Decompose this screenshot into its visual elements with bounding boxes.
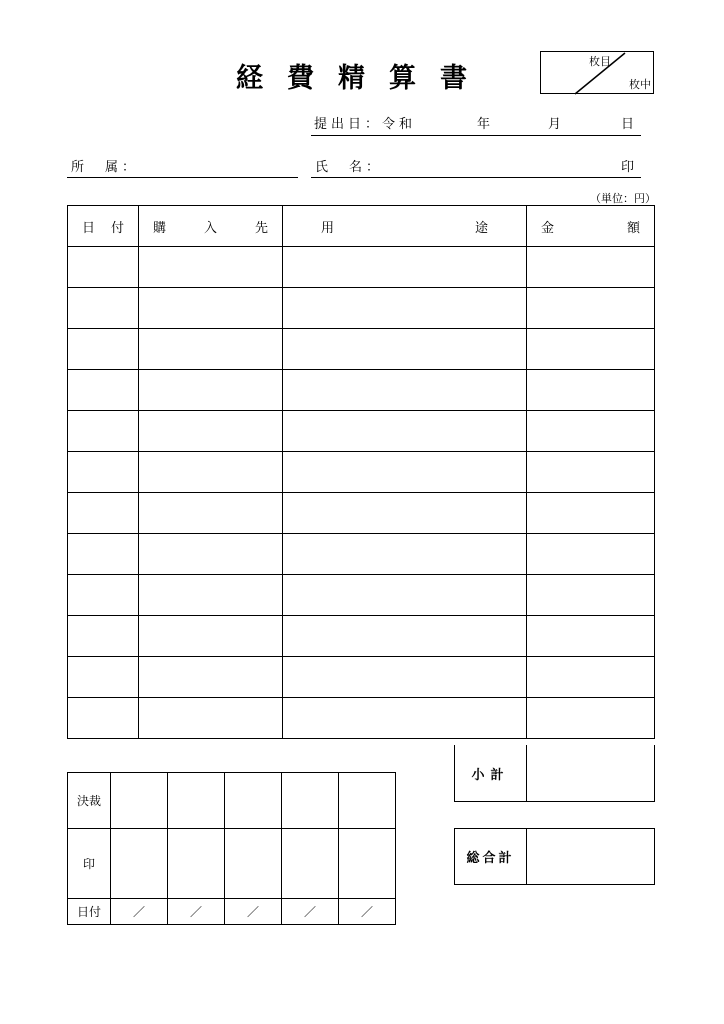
- cell-amount[interactable]: [527, 411, 655, 452]
- submission-date-label: 提出日：令和: [314, 117, 417, 132]
- cell-date[interactable]: [68, 411, 139, 452]
- cell-amount[interactable]: [527, 657, 655, 698]
- seal-cell[interactable]: [282, 829, 339, 899]
- approval-cell[interactable]: [111, 773, 168, 829]
- header-amount: 金 額: [527, 206, 655, 247]
- cell-amount[interactable]: [527, 288, 655, 329]
- approval-cell[interactable]: [339, 773, 396, 829]
- table-row: [68, 534, 655, 575]
- expense-table: [67, 205, 655, 739]
- sheet-number-box: [540, 51, 654, 94]
- cell-amount[interactable]: [527, 247, 655, 288]
- cell-amount[interactable]: [527, 534, 655, 575]
- cell-date[interactable]: [68, 288, 139, 329]
- unit-label: （単位：円）: [590, 192, 656, 205]
- cell-date[interactable]: [68, 534, 139, 575]
- cell-purpose[interactable]: [283, 698, 527, 739]
- cell-amount[interactable]: [527, 575, 655, 616]
- cell-date[interactable]: [68, 575, 139, 616]
- cell-vendor[interactable]: [139, 698, 283, 739]
- table-row: [68, 247, 655, 288]
- cell-date[interactable]: [68, 452, 139, 493]
- cell-date[interactable]: [68, 247, 139, 288]
- grand-total-label: 総合計: [455, 829, 527, 884]
- cell-purpose[interactable]: [283, 493, 527, 534]
- table-header-row: [68, 206, 655, 247]
- sheet-current-label: 枚目: [589, 55, 611, 68]
- cell-date[interactable]: [68, 616, 139, 657]
- affiliation-field[interactable]: [67, 152, 298, 178]
- seal-cell[interactable]: [168, 829, 225, 899]
- cell-vendor[interactable]: [139, 247, 283, 288]
- approval-cell[interactable]: [168, 773, 225, 829]
- table-row: [68, 575, 655, 616]
- cell-amount[interactable]: [527, 616, 655, 657]
- table-row: [68, 329, 655, 370]
- table-row: [68, 698, 655, 739]
- cell-amount[interactable]: [527, 452, 655, 493]
- approval-date-cell[interactable]: ／: [168, 899, 225, 925]
- cell-vendor[interactable]: [139, 575, 283, 616]
- cell-date[interactable]: [68, 370, 139, 411]
- approval-date-cell[interactable]: ／: [282, 899, 339, 925]
- seal-cell[interactable]: [339, 829, 396, 899]
- seal-label: 印: [621, 160, 639, 175]
- submission-date-field[interactable]: [311, 110, 641, 136]
- cell-vendor[interactable]: [139, 616, 283, 657]
- table-row: [68, 370, 655, 411]
- approval-date-cell[interactable]: ／: [225, 899, 282, 925]
- seal-row: [68, 829, 396, 899]
- cell-amount[interactable]: [527, 493, 655, 534]
- cell-purpose[interactable]: [283, 575, 527, 616]
- approval-label: 決裁: [68, 773, 111, 829]
- cell-purpose[interactable]: [283, 247, 527, 288]
- day-label: 日: [621, 117, 639, 132]
- table-row: [68, 616, 655, 657]
- cell-amount[interactable]: [527, 329, 655, 370]
- cell-vendor[interactable]: [139, 370, 283, 411]
- grand-total-value-cell[interactable]: [527, 829, 654, 884]
- cell-amount[interactable]: [527, 370, 655, 411]
- approval-row: [68, 773, 396, 829]
- cell-amount[interactable]: [527, 698, 655, 739]
- cell-vendor[interactable]: [139, 452, 283, 493]
- cell-date[interactable]: [68, 698, 139, 739]
- cell-purpose[interactable]: [283, 657, 527, 698]
- cell-vendor[interactable]: [139, 657, 283, 698]
- cell-vendor[interactable]: [139, 534, 283, 575]
- approval-date-label: 日付: [68, 899, 111, 925]
- cell-vendor[interactable]: [139, 329, 283, 370]
- seal-cell[interactable]: [225, 829, 282, 899]
- table-row: [68, 657, 655, 698]
- cell-date[interactable]: [68, 493, 139, 534]
- header-vendor: 購 入 先: [139, 206, 283, 247]
- approval-date-cell[interactable]: ／: [111, 899, 168, 925]
- grand-total-box: [454, 828, 655, 885]
- table-row: [68, 452, 655, 493]
- header-date: 日 付: [68, 206, 139, 247]
- approval-date-row: [68, 899, 396, 925]
- year-label: 年: [477, 117, 495, 132]
- seal-cell[interactable]: [111, 829, 168, 899]
- subtotal-value-cell[interactable]: [527, 745, 654, 801]
- approval-date-cell[interactable]: ／: [339, 899, 396, 925]
- name-field[interactable]: [311, 152, 641, 178]
- cell-purpose[interactable]: [283, 452, 527, 493]
- cell-purpose[interactable]: [283, 329, 527, 370]
- sheet-total-label: 枚中: [629, 78, 651, 91]
- seal-row-label: 印: [68, 829, 111, 899]
- cell-vendor[interactable]: [139, 288, 283, 329]
- approval-cell[interactable]: [225, 773, 282, 829]
- cell-vendor[interactable]: [139, 411, 283, 452]
- approval-table: [67, 772, 396, 925]
- document-title: 経費精算書: [236, 63, 491, 94]
- header-purpose: 用 途: [283, 206, 527, 247]
- month-label: 月: [548, 117, 566, 132]
- approval-cell[interactable]: [282, 773, 339, 829]
- cell-purpose[interactable]: [283, 534, 527, 575]
- name-label: 氏 名：: [315, 160, 384, 175]
- table-row: [68, 411, 655, 452]
- cell-vendor[interactable]: [139, 493, 283, 534]
- subtotal-label: 小計: [455, 745, 527, 801]
- cell-purpose[interactable]: [283, 616, 527, 657]
- subtotal-box: [454, 745, 655, 802]
- affiliation-label: 所 属：: [71, 160, 140, 175]
- cell-date[interactable]: [68, 657, 139, 698]
- cell-date[interactable]: [68, 329, 139, 370]
- cell-purpose[interactable]: [283, 411, 527, 452]
- table-row: [68, 493, 655, 534]
- table-row: [68, 288, 655, 329]
- cell-purpose[interactable]: [283, 288, 527, 329]
- cell-purpose[interactable]: [283, 370, 527, 411]
